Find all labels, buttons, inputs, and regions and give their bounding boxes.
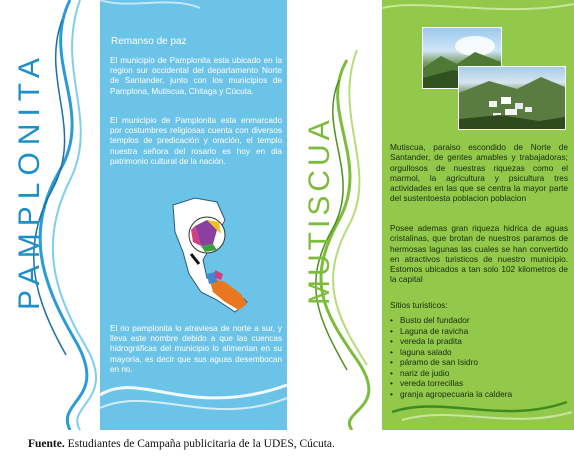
pamplonita-paragraph-location: El municipio de Pamplonita esta ubicado en la region sur occidental del departamento Norte de Santander, junto con los municipios de Pamplona, Mutiscua, Chitaga y Cúcuta. [110,56,282,96]
list-item: • vereda torrecillas [390,378,568,389]
list-item: • laguna salado [390,347,568,358]
mutiscua-paragraph-water: Posee ademas gran riqueza hidrica de aguas cristalinas, que brotan de nuestros paramos de hermosas lagunas las cuales se han convertido en atractivos turisticos de nuestro municipio. Estomos ubicados a tan solo 102 kilometros de la capital [390,223,568,285]
pamplonita-title: PAMPLONITA [13,51,46,310]
list-item: • Busto del fundador [390,315,568,326]
municipality-map [155,190,275,320]
list-item: • páramo de san Isidro [390,357,568,368]
list-item: • granja agropecuaria la caldera [390,389,568,400]
remanso-heading: Remanso de paz [111,36,187,47]
pamplonita-paragraph-religion: El municipio de Pamplonita esta enmarcado por costumbres religiosas cuenta con diversos templos de predicación y oración, el templo nuestra señora del rosario es hoy en dia patrimonio cultural de la nación. [110,116,282,166]
mutiscua-paragraph-intro: Mutiscua, paraiso escondido de Norte de Santander, de gentes amables y trabajadoras; orgullosos de nuestras riquezas como el marmol, la agricultura y psicultura tres actividades en las que se centra la mayor parte del sustentoesta poblacion poblacion [390,142,568,204]
list-item: • nariz de judio [390,368,568,379]
figure-caption [28,438,335,450]
tourist-sites-heading: Sitios turisticos: [390,300,448,310]
town-photo [458,66,566,130]
mutiscua-title: MUTISCUA [303,116,336,305]
list-item: • Laguna de ravicha [390,326,568,337]
caption-text: Estudiantes de Campaña publicitaria de la UDES, Cúcuta. [64,438,335,450]
pamplonita-paragraph-river: El rio pamplonita lo atraviesa de norte a sur, y lleva este nombre debido a que las cuencas hidrográficas del municipio lo alimentan en su mayoría, es decir que sus aguas desembocan en rio. [110,324,282,374]
caption-label: Fuente. [28,438,65,450]
list-item: • vereda la pradita [390,336,568,347]
tourist-sites-list [390,315,568,399]
